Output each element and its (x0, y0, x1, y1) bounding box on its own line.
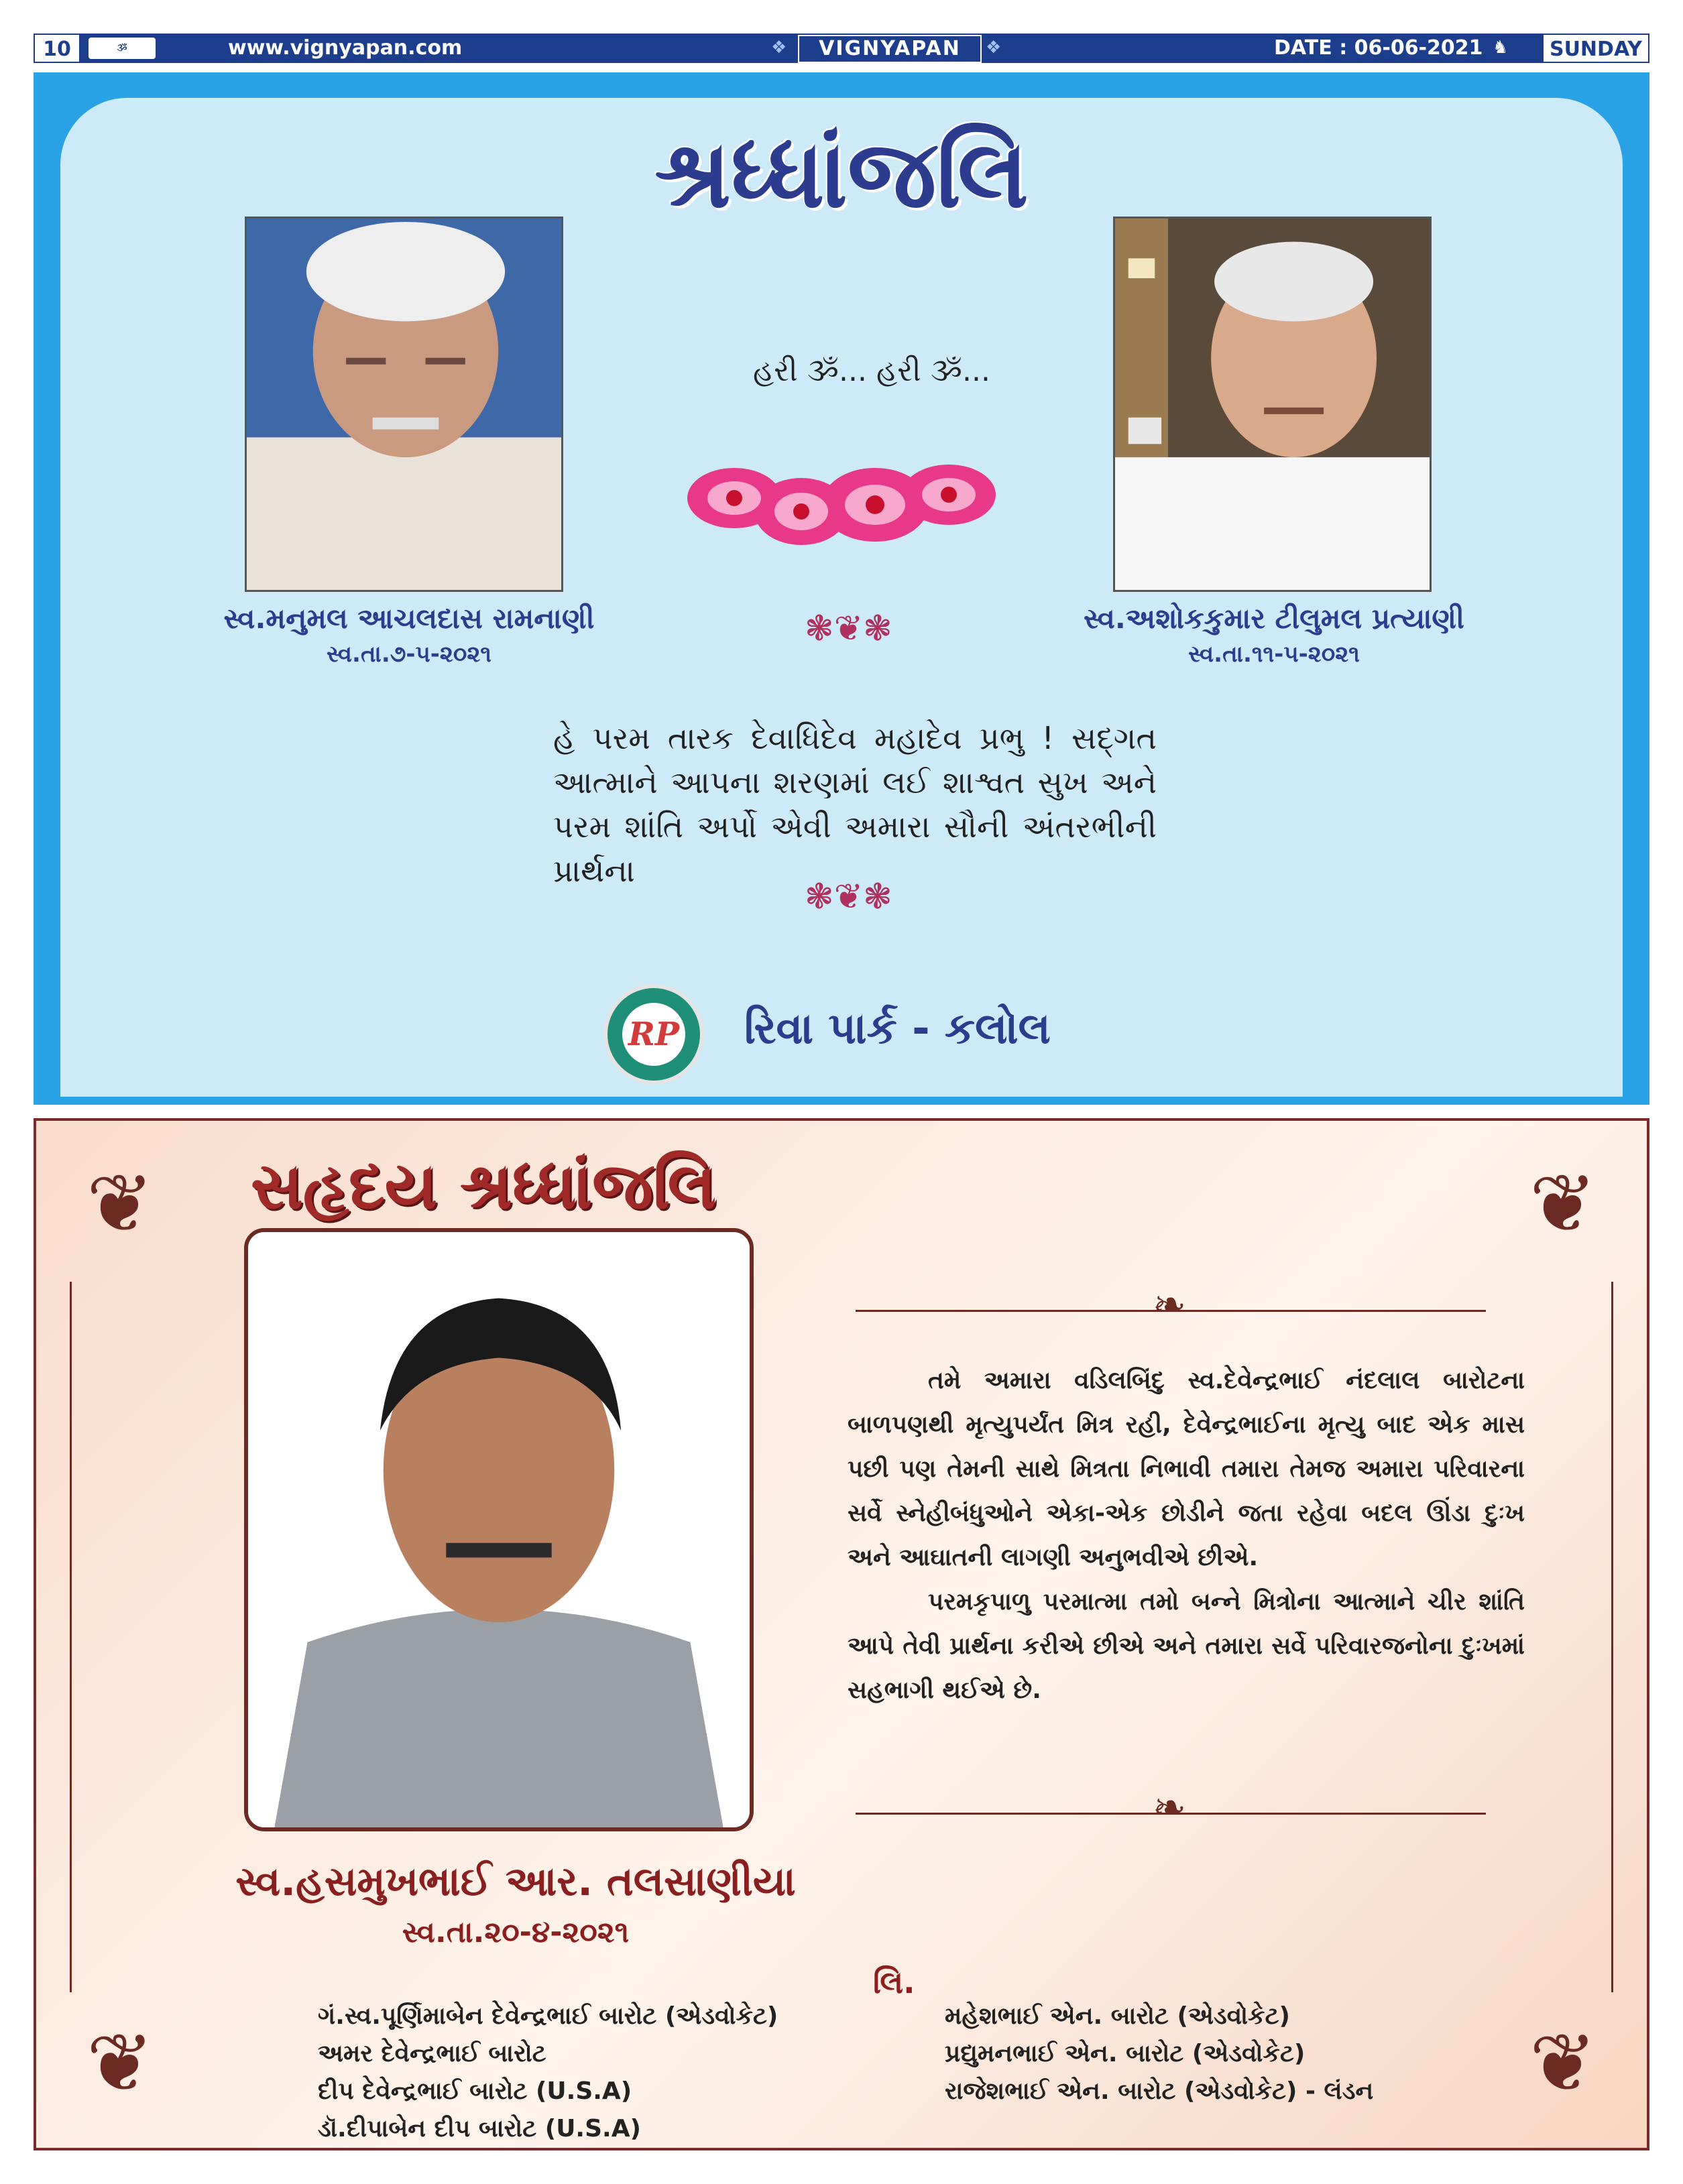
portrait-photo-left (245, 217, 563, 592)
lion-icon: ♞ (1493, 38, 1509, 58)
death-date-right: સ્વ.તા.૧૧-૫-૨૦૨૧ (1188, 641, 1360, 668)
deceased-name-left: સ્વ.મનુમલ આચલદાસ રામનાણી (223, 602, 595, 635)
advertiser-name: રિવા પાર્ક - કલોલ (744, 1004, 1051, 1054)
signer-name: રાજેશભાઈ એન. બારોટ (એડવોકેટ) - લંડન (945, 2077, 1374, 2105)
website-url[interactable]: www.vignyapan.com (228, 36, 463, 60)
riva-park-logo (603, 984, 704, 1085)
signer-name: અમર દેવેન્દ્રભાઈ બારોટ (318, 2040, 546, 2067)
border-line (1611, 1282, 1613, 1992)
signer-name: ગં.સ્વ.પૂર્ણિમાબેન દેવેન્દ્રભાઈ બારોટ (એડવોકેટ) (318, 2002, 778, 2030)
corner-ornament-icon: ❦ (1529, 2017, 1597, 2110)
corner-ornament-icon: ❦ (86, 2017, 154, 2110)
signer-name: પ્રદ્યુમનભાઈ એન. બારોટ (એડવોકેટ) (945, 2040, 1305, 2067)
page-number: 10 (34, 34, 80, 63)
logo-monogram: RP (622, 1003, 685, 1066)
signer-name: મહેશભાઈ એન. બારોટ (એડવોકેટ) (945, 2002, 1290, 2030)
from-label: લિ. (873, 1964, 915, 2000)
flourish-icon: ❧ (1152, 1282, 1187, 1329)
deceased-name: સ્વ.હસમુખભાઈ આર. તલસાણીયા (235, 1858, 796, 1905)
ornament-icon: ❖ (986, 38, 1002, 58)
issue-date: DATE : 06-06-2021 (1274, 36, 1483, 60)
message-paragraph: પરમકૃપાળુ પરમાત્મા તમો બન્ને મિત્રોના આત્માને ચીર શાંતિ આપે તેવી પ્રાર્થના કરીએ છીએ અને તમારા સર્વે પરિવારજનોના દુઃખમાં સહભાગી થઈએ છે. (848, 1588, 1525, 1704)
tribute-ad-talsaniya (34, 1118, 1649, 2150)
border-line (70, 1282, 72, 1992)
tribute-ad-riva-park (34, 72, 1649, 1105)
portrait-image (248, 1232, 750, 1827)
signer-name: ડૉ.દીપાબેન દીપ બારોટ (U.S.A) (318, 2115, 642, 2142)
newspaper-logo: ૐ (89, 38, 156, 59)
floral-ornament-icon: ❃❦❃ (805, 877, 892, 917)
chant-text: હરી ૐ... હરી ૐ... (753, 354, 990, 388)
message-paragraph: તમે અમારા વડિલબિંદુ સ્વ.દેવેન્દ્રભાઈ નંદલાલ બારોટના બાળપણથી મૃત્યુપર્યંત મિત્ર રહી, દેવેન્દ્રભાઈના મૃત્યુ બાદ એક માસ પછી પણ તેમની સાથે મિત્રતા નિભાવી તમારા તેમજ અમારા પરિવારના સર્વે સ્નેહીબંધુઓને એકા-એક છોડીને જતા રહેવા બદલ ઊંડા દુઃખ અને આઘાતની લાગણી અનુભવીએ છીએ. (848, 1367, 1525, 1571)
ornament-icon: ❖ (771, 38, 787, 58)
deceased-name-right: સ્વ.અશોકકુમાર ટીલુમલ પ્રત્યાણી (1083, 602, 1465, 635)
flourish-icon: ❧ (1152, 1784, 1187, 1831)
death-date-left: સ્વ.તા.૭-૫-૨૦૨૧ (327, 641, 491, 668)
prayer-text: હે પરમ તારક દેવાધિદેવ મહાદેવ પ્રભુ ! સદ્ગત આત્માને આપના શરણમાં લઈ શાશ્વત સુખ અને પરમ શાંતિ અર્પો એવી અમારા સૌની અંતરભીની પ્રાર્થના (553, 720, 1157, 889)
signer-name: દીપ દેવેન્દ્રભાઈ બારોટ (U.S.A) (318, 2077, 632, 2105)
page-header (34, 34, 1649, 63)
ad-title: સહૃદય શ્રધ્ધાંજલિ (251, 1148, 717, 1223)
death-date: સ્વ.તા.૨૦-૪-૨૦૨૧ (402, 1915, 630, 1949)
signers-right (945, 1998, 1373, 2110)
portrait-photo (244, 1228, 754, 1831)
signers-left (318, 1998, 778, 2148)
portrait-image (247, 219, 561, 590)
portrait-image (1115, 219, 1430, 590)
floral-ornament-icon: ❃❦❃ (805, 609, 892, 649)
brand-name: VIGNYAPAN (798, 35, 982, 63)
issue-day: SUNDAY (1542, 34, 1649, 63)
corner-ornament-icon: ❦ (86, 1158, 154, 1251)
message-text (848, 1359, 1525, 1713)
portrait-photo-right (1113, 217, 1432, 592)
corner-ornament-icon: ❦ (1529, 1158, 1597, 1251)
flower-decoration (674, 438, 1009, 572)
ad-title: શ્રધ્ધાંજલિ (654, 119, 1029, 229)
